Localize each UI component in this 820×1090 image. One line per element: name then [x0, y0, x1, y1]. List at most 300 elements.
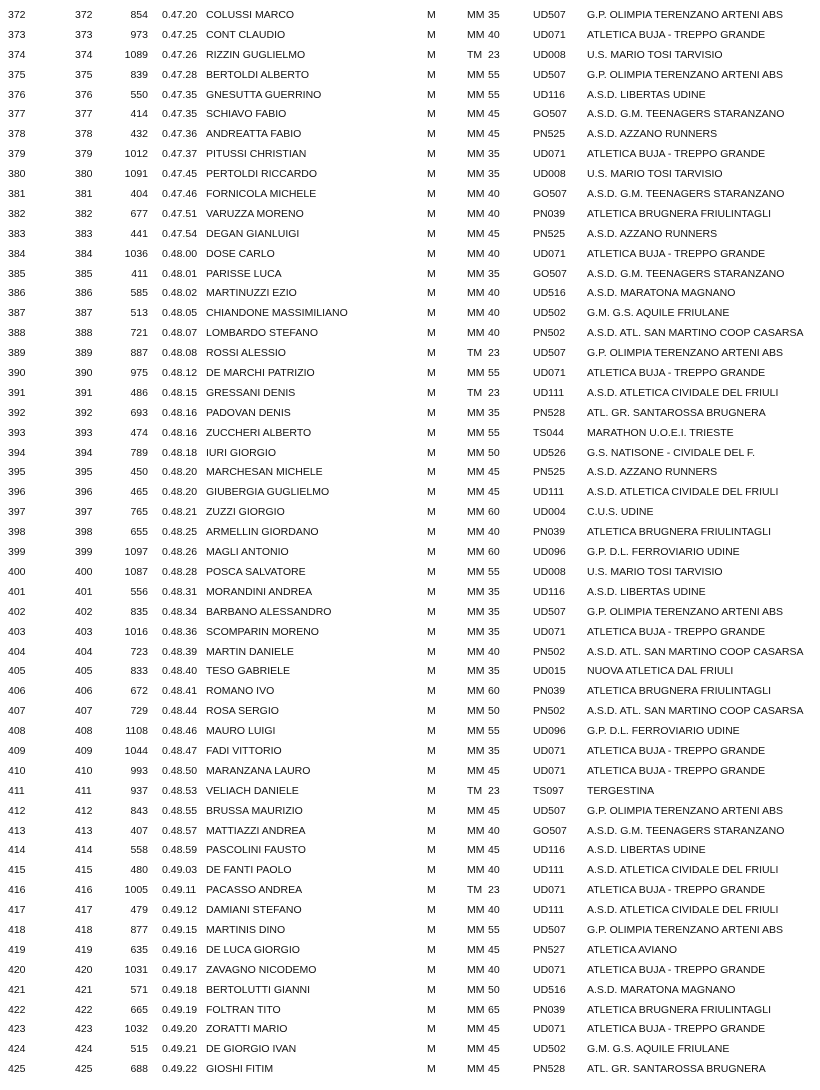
category: MM [467, 744, 485, 757]
club-code: PN528 [533, 1063, 566, 1076]
finish-time: 0.48.16 [162, 406, 198, 419]
category: MM [467, 526, 485, 539]
category-position: 420 [75, 963, 93, 976]
position: 391 [8, 386, 26, 399]
finish-time: 0.48.02 [162, 287, 198, 300]
club-name: TERGESTINA [587, 784, 655, 797]
table-row [0, 742, 820, 762]
club-code: UD116 [533, 844, 565, 857]
category-position: 424 [75, 1043, 93, 1056]
club-name: ATLETICA BUJA - TREPPO GRANDE [587, 148, 766, 161]
finish-time: 0.48.31 [162, 585, 198, 598]
age-group: 40 [488, 526, 500, 539]
club-code: TS097 [533, 784, 564, 797]
table-row [0, 483, 820, 503]
bib-number: 677 [130, 207, 148, 220]
club-code: PN039 [533, 1003, 566, 1016]
category-position: 397 [75, 506, 93, 519]
sex: M [427, 386, 436, 399]
category: MM [467, 546, 485, 559]
club-name: NUOVA ATLETICA DAL FRIULI [587, 665, 734, 678]
age-group: 35 [488, 267, 500, 280]
category-position: 383 [75, 227, 93, 240]
category-position: 388 [75, 327, 93, 340]
club-name: G.S. NATISONE - CIVIDALE DEL F. [587, 446, 756, 459]
age-group: 40 [488, 247, 500, 260]
position: 424 [8, 1043, 26, 1056]
athlete-name: DE MARCHI PATRIZIO [206, 367, 315, 380]
category-position: 379 [75, 148, 93, 161]
athlete-name: IURI GIORGIO [206, 446, 277, 459]
club-name: A.S.D. ATL. SAN MARTINO COOP CASARSA [587, 645, 804, 658]
finish-time: 0.49.19 [162, 1003, 198, 1016]
position: 405 [8, 665, 26, 678]
finish-time: 0.47.25 [162, 28, 198, 41]
club-code: UD071 [533, 764, 566, 777]
category-position: 401 [75, 585, 93, 598]
club-code: UD071 [533, 28, 566, 41]
sex: M [427, 665, 436, 678]
club-code: UD096 [533, 546, 566, 559]
athlete-name: PARISSE LUCA [206, 267, 282, 280]
sex: M [427, 247, 436, 260]
category-position: 395 [75, 466, 93, 479]
club-name: A.S.D. AZZANO RUNNERS [587, 466, 718, 479]
bib-number: 937 [130, 784, 148, 797]
club-name: G.M. G.S. AQUILE FRIULANE [587, 307, 730, 320]
club-name: ATLETICA BRUGNERA FRIULINTAGLI [587, 685, 771, 698]
club-name: U.S. MARIO TOSI TARVISIO [587, 48, 723, 61]
table-row [0, 125, 820, 145]
age-group: 45 [488, 943, 500, 956]
category: MM [467, 307, 485, 320]
sex: M [427, 307, 436, 320]
finish-time: 0.48.36 [162, 625, 198, 638]
age-group: 60 [488, 546, 500, 559]
bib-number: 558 [130, 844, 148, 857]
sex: M [427, 446, 436, 459]
table-row [0, 1020, 820, 1040]
table-row [0, 722, 820, 742]
athlete-name: ZUCCHERI ALBERTO [206, 426, 312, 439]
bib-number: 973 [130, 28, 148, 41]
age-group: 55 [488, 565, 500, 578]
athlete-name: PACASSO ANDREA [206, 884, 303, 897]
category-position: 410 [75, 764, 93, 777]
club-code: UD008 [533, 565, 566, 578]
athlete-name: GNESUTTA GUERRINO [206, 88, 322, 101]
category: MM [467, 28, 485, 41]
finish-time: 0.47.37 [162, 148, 198, 161]
sex: M [427, 406, 436, 419]
sex: M [427, 327, 436, 340]
category-position: 384 [75, 247, 93, 260]
category: MM [467, 824, 485, 837]
table-row [0, 1060, 820, 1080]
bib-number: 1044 [124, 744, 148, 757]
sex: M [427, 844, 436, 857]
sex: M [427, 1003, 436, 1016]
sex: M [427, 645, 436, 658]
club-name: A.S.D. G.M. TEENAGERS STARANZANO [587, 108, 785, 121]
table-row [0, 1040, 820, 1060]
age-group: 50 [488, 446, 500, 459]
age-group: 35 [488, 168, 500, 181]
finish-time: 0.48.26 [162, 546, 198, 559]
club-name: A.S.D. LIBERTAS UDINE [587, 844, 706, 857]
club-code: GO507 [533, 267, 567, 280]
age-group: 45 [488, 1043, 500, 1056]
category: MM [467, 605, 485, 618]
category: MM [467, 645, 485, 658]
age-group: 40 [488, 307, 500, 320]
category: MM [467, 864, 485, 877]
table-row [0, 444, 820, 464]
bib-number: 843 [130, 804, 148, 817]
sex: M [427, 426, 436, 439]
age-group: 50 [488, 983, 500, 996]
age-group: 23 [488, 347, 500, 360]
category-position: 423 [75, 1023, 93, 1036]
club-code: UD526 [533, 446, 566, 459]
position: 372 [8, 9, 26, 21]
finish-time: 0.49.15 [162, 923, 198, 936]
age-group: 45 [488, 486, 500, 499]
club-code: UD015 [533, 665, 566, 678]
age-group: 35 [488, 9, 500, 21]
finish-time: 0.49.12 [162, 904, 198, 917]
table-row [0, 822, 820, 842]
club-code: UD111 [533, 486, 565, 499]
position: 386 [8, 287, 26, 300]
age-group: 55 [488, 725, 500, 738]
athlete-name: DE GIORGIO IVAN [206, 1043, 297, 1056]
position: 394 [8, 446, 26, 459]
club-name: A.S.D. ATL. SAN MARTINO COOP CASARSA [587, 705, 804, 718]
club-name: A.S.D. AZZANO RUNNERS [587, 227, 718, 240]
position: 374 [8, 48, 26, 61]
club-name: G.P. OLIMPIA TERENZANO ARTENI ABS [587, 605, 784, 618]
category: MM [467, 725, 485, 738]
club-name: ATLETICA BRUGNERA FRIULINTAGLI [587, 1003, 771, 1016]
category-position: 373 [75, 28, 93, 41]
category-position: 412 [75, 804, 93, 817]
club-code: PN502 [533, 705, 566, 718]
table-row [0, 364, 820, 384]
sex: M [427, 904, 436, 917]
category: TM [467, 884, 483, 897]
finish-time: 0.47.51 [162, 207, 198, 220]
table-row [0, 702, 820, 722]
sex: M [427, 804, 436, 817]
category-position: 402 [75, 605, 93, 618]
age-group: 40 [488, 904, 500, 917]
category-position: 415 [75, 864, 93, 877]
club-code: UD111 [533, 386, 565, 399]
position: 397 [8, 506, 26, 519]
category-position: 398 [75, 526, 93, 539]
athlete-name: BRUSSA MAURIZIO [206, 804, 303, 817]
athlete-name: LOMBARDO STEFANO [206, 327, 319, 340]
category: MM [467, 148, 485, 161]
position: 388 [8, 327, 26, 340]
table-row [0, 762, 820, 782]
sex: M [427, 605, 436, 618]
club-code: UD502 [533, 1043, 566, 1056]
table-row [0, 643, 820, 663]
table-row [0, 941, 820, 961]
table-row [0, 324, 820, 344]
category: MM [467, 844, 485, 857]
finish-time: 0.48.20 [162, 466, 198, 479]
sex: M [427, 506, 436, 519]
finish-time: 0.49.20 [162, 1023, 198, 1036]
table-row [0, 424, 820, 444]
age-group: 23 [488, 884, 500, 897]
age-group: 50 [488, 705, 500, 718]
club-name: ATLETICA BUJA - TREPPO GRANDE [587, 247, 766, 260]
athlete-name: DE LUCA GIORGIO [206, 943, 300, 956]
position: 384 [8, 247, 26, 260]
position: 381 [8, 188, 26, 201]
finish-time: 0.49.18 [162, 983, 198, 996]
club-name: C.U.S. UDINE [587, 506, 654, 519]
club-code: UD008 [533, 48, 566, 61]
age-group: 40 [488, 864, 500, 877]
club-code: UD507 [533, 68, 566, 81]
sex: M [427, 526, 436, 539]
club-code: PN039 [533, 685, 566, 698]
bib-number: 1016 [124, 625, 148, 638]
category-position: 390 [75, 367, 93, 380]
age-group: 35 [488, 406, 500, 419]
age-group: 35 [488, 625, 500, 638]
age-group: 23 [488, 784, 500, 797]
sex: M [427, 9, 436, 21]
category: MM [467, 804, 485, 817]
table-row [0, 344, 820, 364]
table-row [0, 384, 820, 404]
category: MM [467, 227, 485, 240]
age-group: 35 [488, 148, 500, 161]
bib-number: 1087 [124, 565, 148, 578]
bib-number: 887 [130, 347, 148, 360]
athlete-name: DEGAN GIANLUIGI [206, 227, 300, 240]
club-name: A.S.D. ATLETICA CIVIDALE DEL FRIULI [587, 386, 779, 399]
table-row [0, 861, 820, 881]
position: 373 [8, 28, 26, 41]
category: MM [467, 68, 485, 81]
age-group: 40 [488, 28, 500, 41]
category-position: 417 [75, 904, 93, 917]
position: 425 [8, 1063, 26, 1076]
category: MM [467, 764, 485, 777]
club-code: PN039 [533, 526, 566, 539]
club-name: A.S.D. ATLETICA CIVIDALE DEL FRIULI [587, 864, 779, 877]
sex: M [427, 168, 436, 181]
club-code: PN527 [533, 943, 566, 956]
club-name: G.P. OLIMPIA TERENZANO ARTENI ABS [587, 923, 784, 936]
category-position: 403 [75, 625, 93, 638]
sex: M [427, 884, 436, 897]
table-row [0, 304, 820, 324]
sex: M [427, 744, 436, 757]
club-name: ATLETICA AVIANO [587, 943, 678, 956]
club-code: UD507 [533, 605, 566, 618]
athlete-name: GIUBERGIA GUGLIELMO [206, 486, 330, 499]
club-name: A.S.D. AZZANO RUNNERS [587, 128, 718, 141]
table-row [0, 205, 820, 225]
bib-number: 835 [130, 605, 148, 618]
table-row [0, 86, 820, 106]
table-row [0, 404, 820, 424]
athlete-name: FADI VITTORIO [206, 744, 282, 757]
club-code: GO507 [533, 824, 567, 837]
table-row [0, 583, 820, 603]
bib-number: 765 [130, 506, 148, 519]
category: MM [467, 9, 485, 21]
athlete-name: MARTINUZZI EZIO [206, 287, 297, 300]
age-group: 45 [488, 227, 500, 240]
category: MM [467, 247, 485, 260]
finish-time: 0.48.08 [162, 347, 198, 360]
sex: M [427, 48, 436, 61]
bib-number: 441 [130, 227, 148, 240]
athlete-name: PADOVAN DENIS [206, 406, 291, 419]
club-name: ATLETICA BUJA - TREPPO GRANDE [587, 744, 766, 757]
category-position: 425 [75, 1063, 93, 1076]
athlete-name: ANDREATTA FABIO [206, 128, 302, 141]
finish-time: 0.48.00 [162, 247, 198, 260]
table-row [0, 662, 820, 682]
bib-number: 721 [130, 327, 148, 340]
age-group: 55 [488, 367, 500, 380]
position: 412 [8, 804, 26, 817]
table-row [0, 185, 820, 205]
age-group: 60 [488, 506, 500, 519]
age-group: 55 [488, 923, 500, 936]
bib-number: 672 [130, 685, 148, 698]
age-group: 40 [488, 207, 500, 220]
sex: M [427, 685, 436, 698]
athlete-name: MAGLI ANTONIO [206, 546, 289, 559]
category-position: 406 [75, 685, 93, 698]
club-name: G.P. D.L. FERROVIARIO UDINE [587, 725, 740, 738]
club-name: A.S.D. ATLETICA CIVIDALE DEL FRIULI [587, 904, 779, 917]
club-code: UD071 [533, 247, 566, 260]
club-name: A.S.D. MARATONA MAGNANO [587, 287, 736, 300]
category-position: 386 [75, 287, 93, 300]
position: 420 [8, 963, 26, 976]
finish-time: 0.48.55 [162, 804, 198, 817]
athlete-name: ROSSI ALESSIO [206, 347, 286, 360]
club-name: ATLETICA BUJA - TREPPO GRANDE [587, 28, 766, 41]
athlete-name: GRESSANI DENIS [206, 386, 296, 399]
category: MM [467, 287, 485, 300]
sex: M [427, 705, 436, 718]
position: 377 [8, 108, 26, 121]
sex: M [427, 625, 436, 638]
age-group: 35 [488, 665, 500, 678]
position: 404 [8, 645, 26, 658]
table-row [0, 245, 820, 265]
club-code: PN039 [533, 207, 566, 220]
sex: M [427, 864, 436, 877]
club-name: ATL. GR. SANTAROSSA BRUGNERA [587, 406, 766, 419]
category-position: 380 [75, 168, 93, 181]
athlete-name: ROMANO IVO [206, 685, 275, 698]
sex: M [427, 764, 436, 777]
club-name: G.P. OLIMPIA TERENZANO ARTENI ABS [587, 347, 784, 360]
category: MM [467, 963, 485, 976]
finish-time: 0.48.39 [162, 645, 198, 658]
bib-number: 665 [130, 1003, 148, 1016]
bib-number: 1091 [124, 168, 148, 181]
position: 407 [8, 705, 26, 718]
position: 406 [8, 685, 26, 698]
club-name: G.P. OLIMPIA TERENZANO ARTENI ABS [587, 68, 784, 81]
table-row [0, 284, 820, 304]
position: 403 [8, 625, 26, 638]
athlete-name: BERTOLDI ALBERTO [206, 68, 310, 81]
bib-number: 1012 [124, 148, 148, 161]
club-name: G.M. G.S. AQUILE FRIULANE [587, 1043, 730, 1056]
position: 419 [8, 943, 26, 956]
sex: M [427, 585, 436, 598]
sex: M [427, 68, 436, 81]
category: MM [467, 168, 485, 181]
age-group: 40 [488, 188, 500, 201]
athlete-name: GIOSHI FITIM [206, 1063, 274, 1076]
bib-number: 550 [130, 88, 148, 101]
sex: M [427, 486, 436, 499]
category-position: 400 [75, 565, 93, 578]
category: MM [467, 446, 485, 459]
age-group: 40 [488, 824, 500, 837]
category: MM [467, 128, 485, 141]
finish-time: 0.47.35 [162, 88, 198, 101]
category-position: 392 [75, 406, 93, 419]
table-row [0, 802, 820, 822]
category-position: 389 [75, 347, 93, 360]
age-group: 45 [488, 1023, 500, 1036]
athlete-name: ZUZZI GIORGIO [206, 506, 285, 519]
age-group: 45 [488, 764, 500, 777]
bib-number: 407 [130, 824, 148, 837]
sex: M [427, 367, 436, 380]
table-row [0, 623, 820, 643]
club-code: UD071 [533, 963, 566, 976]
athlete-name: CHIANDONE MASSIMILIANO [206, 307, 348, 320]
age-group: 60 [488, 685, 500, 698]
sex: M [427, 227, 436, 240]
table-row [0, 46, 820, 66]
club-code: PN525 [533, 466, 566, 479]
table-row [0, 26, 820, 46]
club-name: ATLETICA BUJA - TREPPO GRANDE [587, 625, 766, 638]
finish-time: 0.48.07 [162, 327, 198, 340]
bib-number: 571 [130, 983, 148, 996]
finish-time: 0.47.45 [162, 168, 198, 181]
age-group: 40 [488, 963, 500, 976]
club-code: TS044 [533, 426, 564, 439]
bib-number: 432 [130, 128, 148, 141]
athlete-name: FOLTRAN TITO [206, 1003, 281, 1016]
finish-time: 0.47.35 [162, 108, 198, 121]
category: MM [467, 585, 485, 598]
category: MM [467, 506, 485, 519]
athlete-name: PASCOLINI FAUSTO [206, 844, 306, 857]
